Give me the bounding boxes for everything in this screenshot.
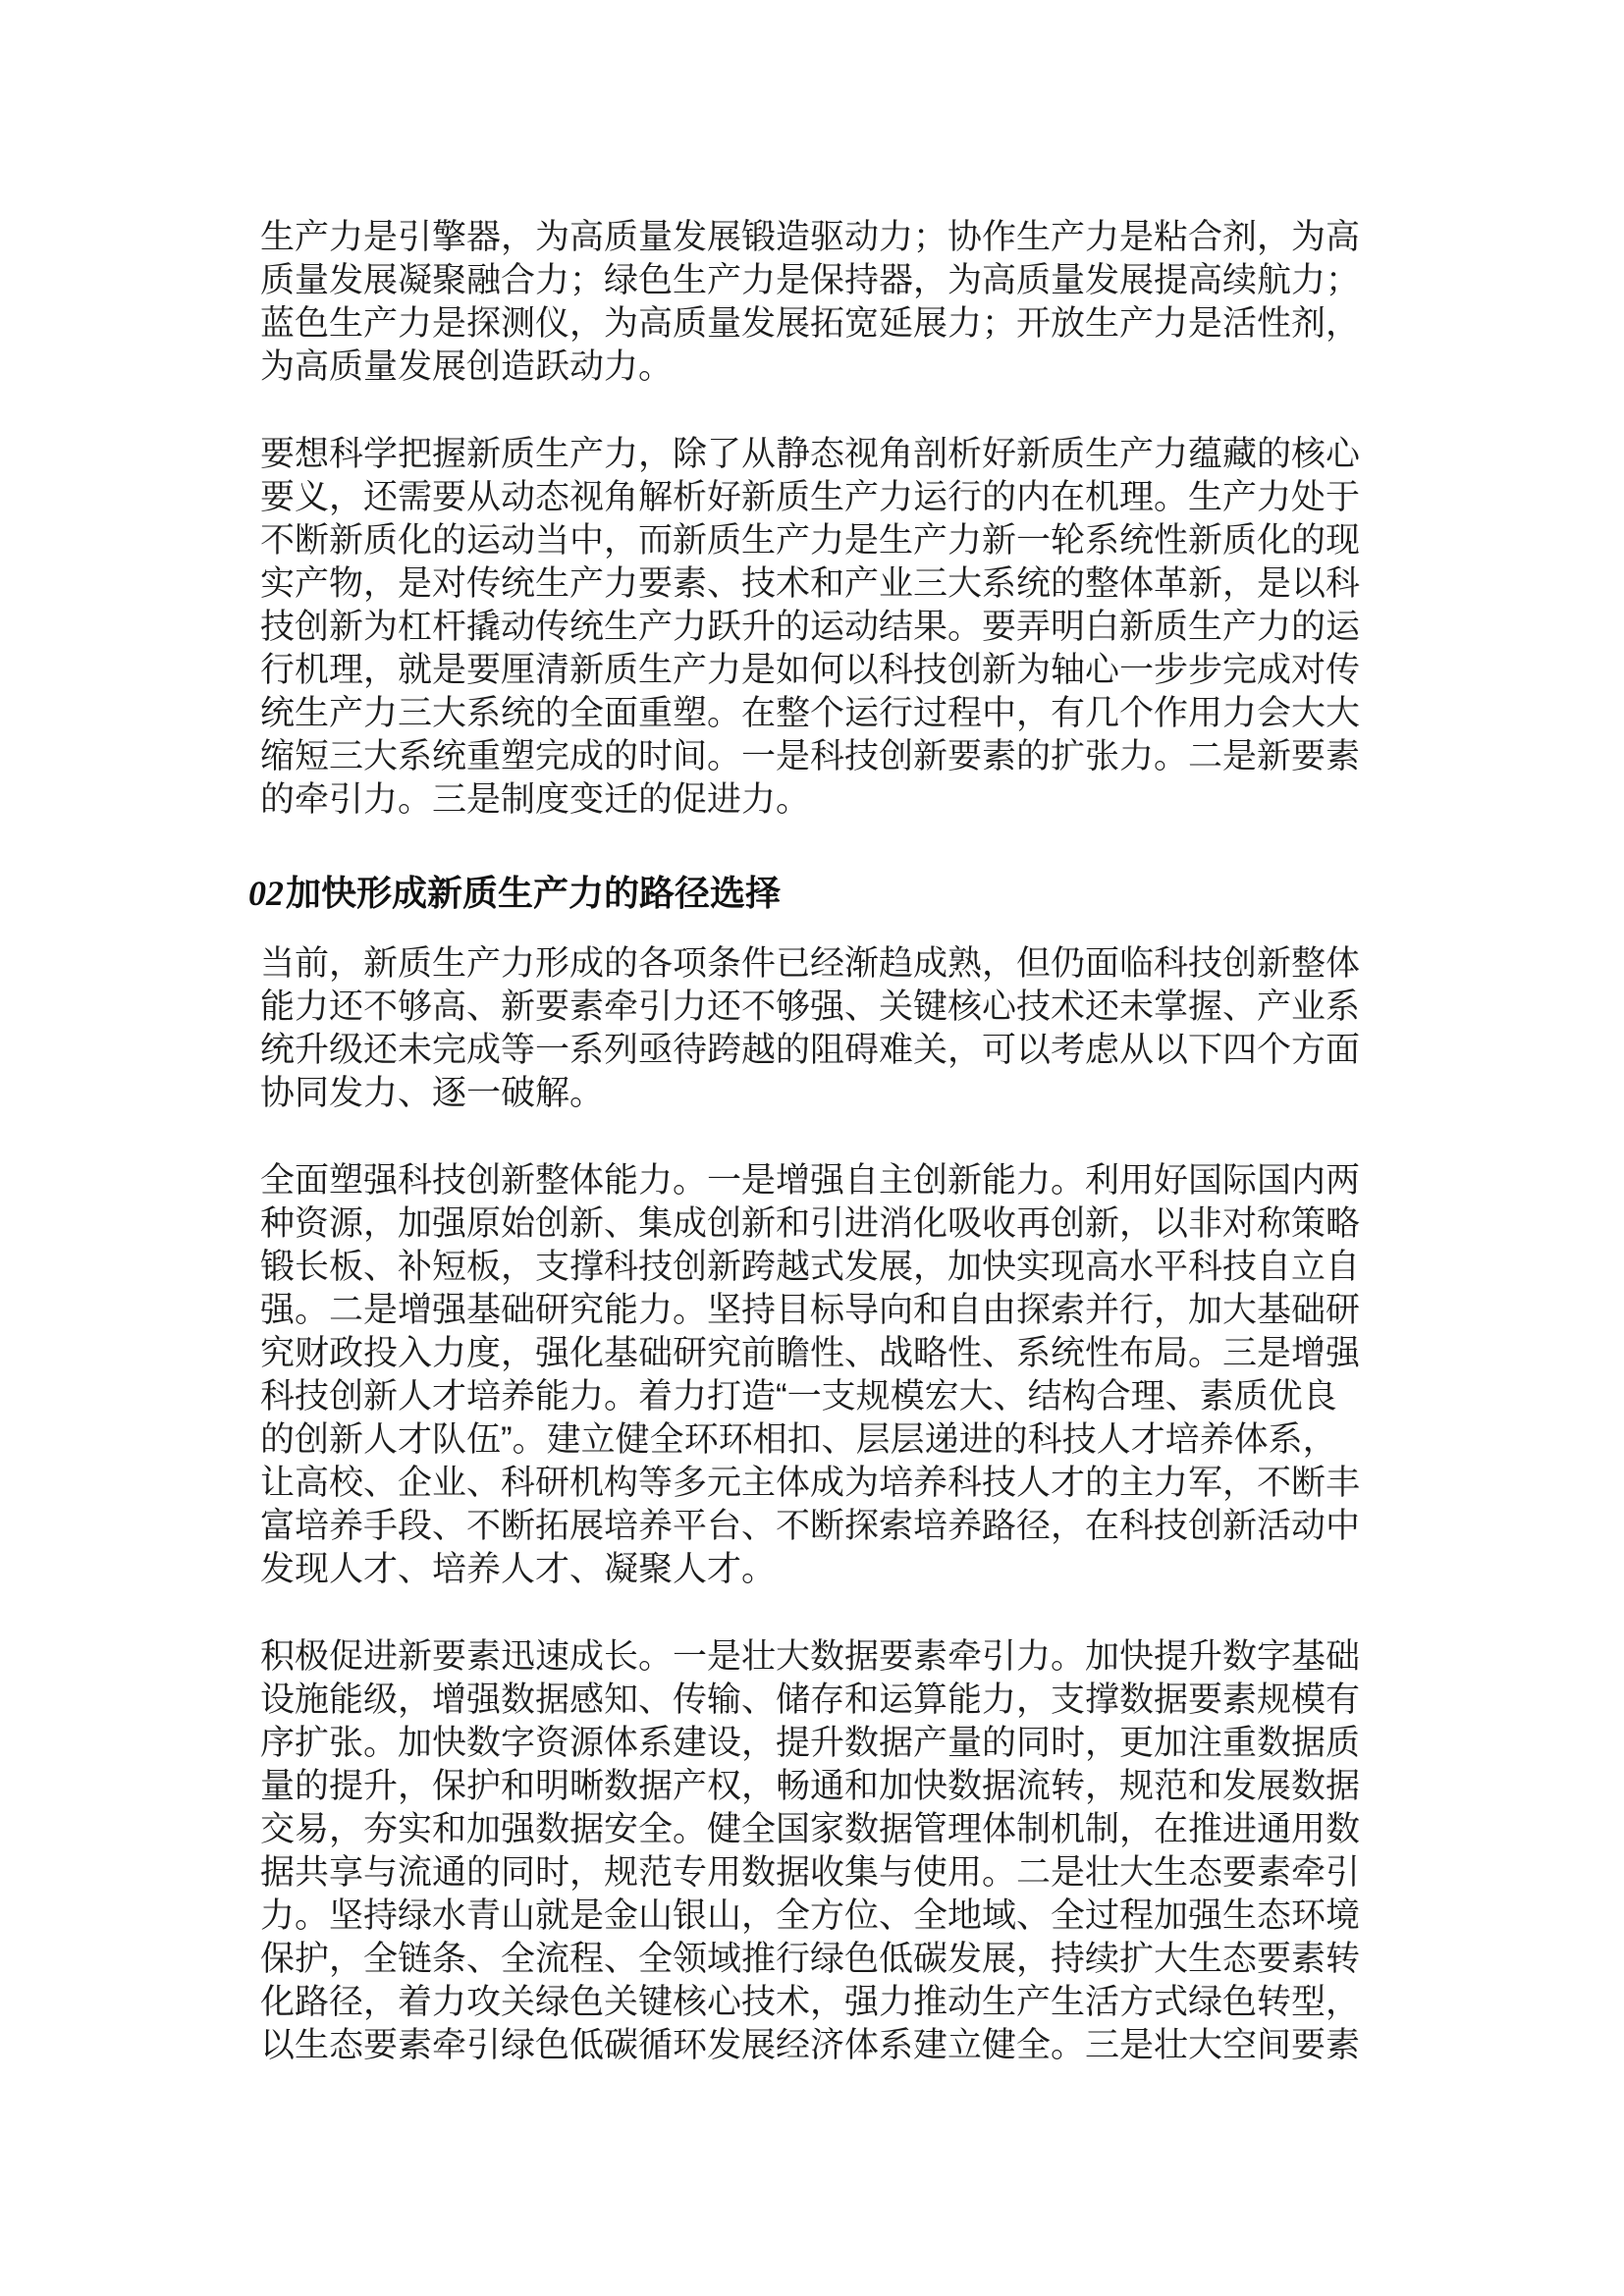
section-heading (248, 870, 1364, 917)
paragraph: 全面塑强科技创新整体能力。一是增强自主创新能力。利用好国际国内两种资源，加强原始创新、集成创新和引进消化吸收再创新，以非对称策略锻长板、补短板，支撑科技创新跨越式发展，加快实现高水平科技自立自强。二是增强基础研究能力。坚持目标导向和自由探索并行，加大基础研究财政投入力度，强化基础研究前瞻性、战略性、系统性布局。三是增强科技创新人才培养能力。着力打造“一支规模宏大、结构合理、素质优良的创新人才队伍”。建立健全环环相扣、层层递进的科技人才培养体系，让高校、企业、科研机构等多元主体成为培养科技人才的主力军，不断丰富培养手段、不断拓展培养平台、不断探索培养路径，在科技创新活动中发现人才、培养人才、凝聚人才。 (260, 1161, 1361, 1588)
document-text-column (248, 216, 1364, 2111)
paragraph: 积极促进新要素迅速成长。一是壮大数据要素牵引力。加快提升数字基础设施能级，增强数据感知、传输、储存和运算能力，支撑数据要素规模有序扩张。加快数字资源体系建设，提升数据产量的同时，更加注重数据质量的提升，保护和明晰数据产权，畅通和加快数据流转，规范和发展数据交易，夯实和加强数据安全。健全国家数据管理体制机制，在推进通用数据共享与流通的同时，规范专用数据收集与使用。二是壮大生态要素牵引力。坚持绿水青山就是金山银山，全方位、全地域、全过程加强生态环境保护，全链条、全流程、全领域推行绿色低碳发展，持续扩大生态要素转化路径，着力攻关绿色关键核心技术，强力推动生产生活方式绿色转型，以生态要素牵引绿色低碳循环发展经济体系建立健全。三是壮大空间要素 (260, 1637, 1361, 2064)
section-title: 加快形成新质生产力的路径选择 (286, 874, 782, 913)
section-number: 02 (248, 874, 284, 913)
paragraph: 当前，新质生产力形成的各项条件已经渐趋成熟，但仍面临科技创新整体能力还不够高、新要素牵引力还不够强、关键核心技术还未掌握、产业系统升级还未完成等一系列亟待跨越的阻碍难关，可以考虑从以下四个方面协同发力、逐一破解。 (260, 944, 1361, 1112)
paragraph: 生产力是引擎器，为高质量发展锻造驱动力；协作生产力是粘合剂，为高质量发展凝聚融合力；绿色生产力是保持器，为高质量发展提高续航力；蓝色生产力是探测仪，为高质量发展拓宽延展力；开放生产力是活性剂，为高质量发展创造跃动力。 (260, 218, 1361, 386)
paragraph: 要想科学把握新质生产力，除了从静态视角剖析好新质生产力蕴藏的核心要义，还需要从动态视角解析好新质生产力运行的内在机理。生产力处于不断新质化的运动当中，而新质生产力是生产力新一轮系统性新质化的现实产物，是对传统生产力要素、技术和产业三大系统的整体革新，是以科技创新为杠杆撬动传统生产力跃升的运动结果。要弄明白新质生产力的运行机理，就是要厘清新质生产力是如何以科技创新为轴心一步步完成对传统生产力三大系统的全面重塑。在整个运行过程中，有几个作用力会大大缩短三大系统重塑完成的时间。一是科技创新要素的扩张力。二是新要素的牵引力。三是制度变迁的促进力。 (260, 435, 1361, 819)
